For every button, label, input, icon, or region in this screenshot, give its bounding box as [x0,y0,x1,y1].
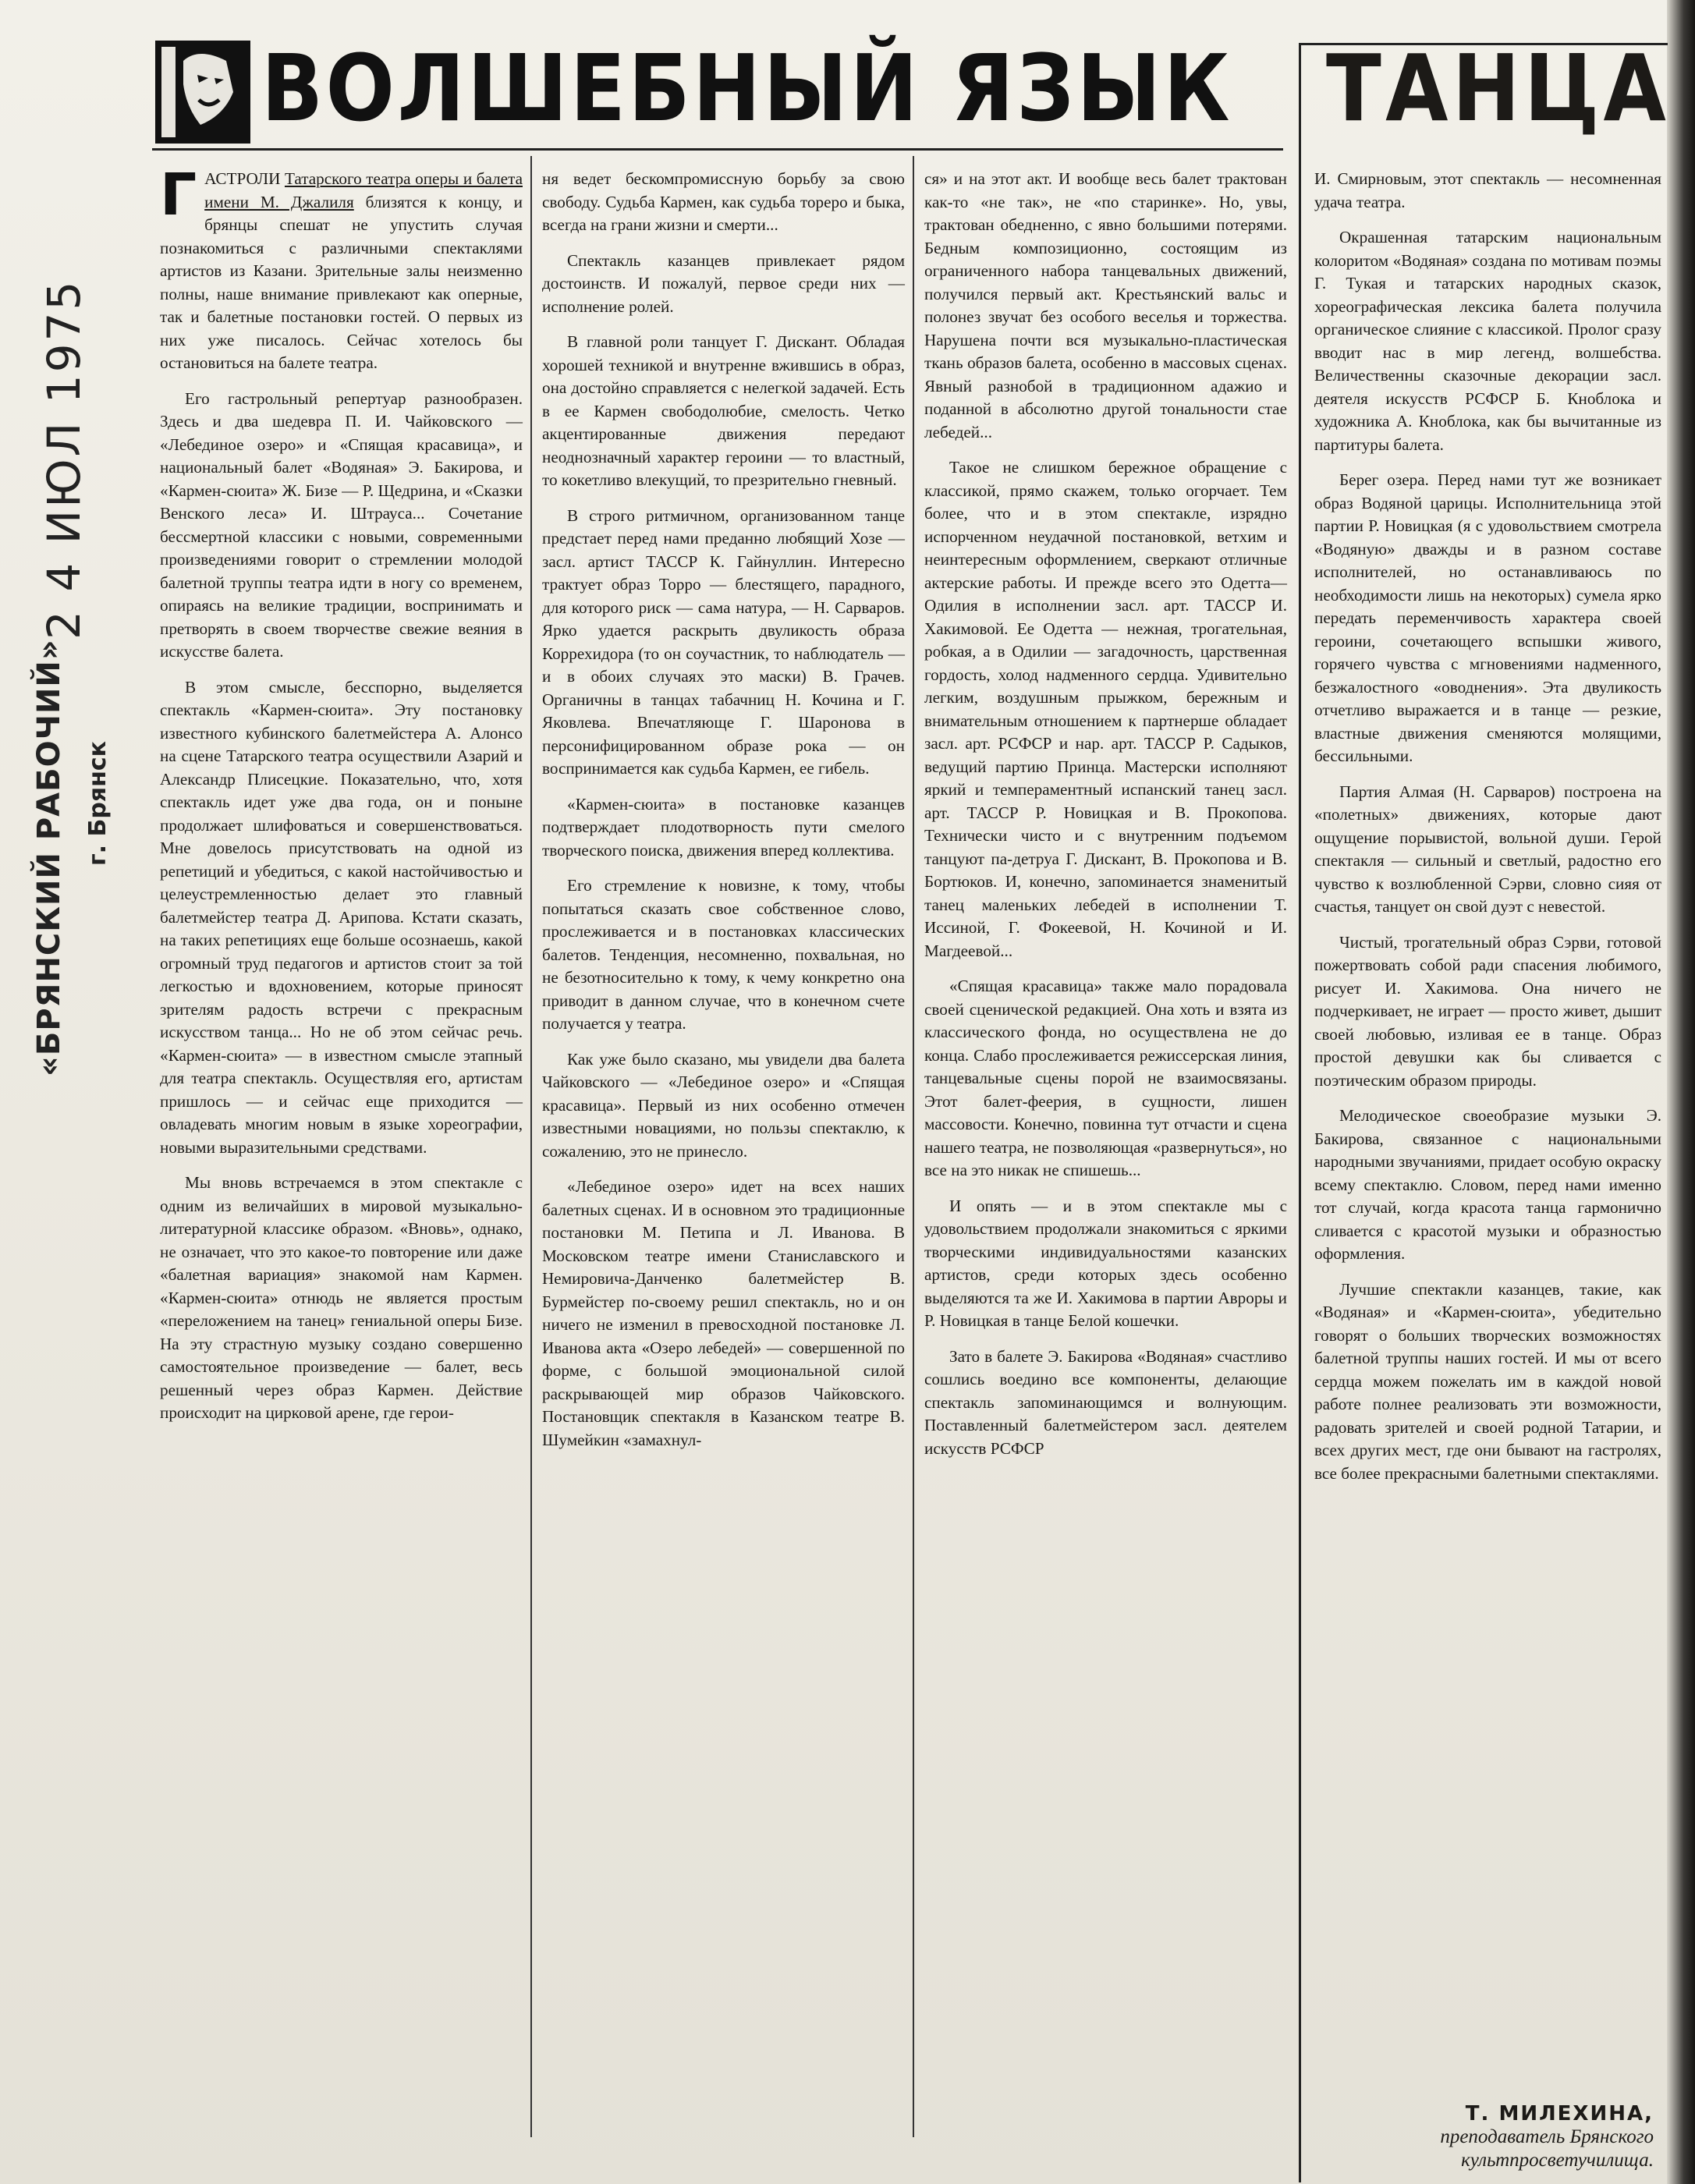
paragraph: «Спящая красавица» также мало порадовала своей сценической редакцией. Она хоть и взята из классического фонда, но осуществлена не до конца. Слабо прослеживается режиссерская линия, танцевальные сцены порой не взаимосвязаны. Этот балет-феерия, в сущности, лишен массовости. Конечно, повинна тут отчасти и сцена нашего театра, не позволяющая «развернуться», но все на это никак не спишешь... [924,977,1287,1179]
author-signature [1326,2102,1654,2172]
paragraph: Такое не слишком бережное обращение с классикой, прямо скажем, только огорчает. Тем более, что и в этом спектакле, изрядно испорченном неудачной постановкой, ветхим и неинтересным оформлением, сверкают отличные актерские работы. И прежде всего это Одетта—Одилия в исполнении засл. арт. ТАССР И. Хакимовой. Ее Одетта — нежная, трогательная, робкая, а в Одилии — загадочность, царственная гордость, холод надменного сердца. Удивительно легким, воздушным прыжком, бережным и внимательным отношением к партнерше обладает засл. арт. РСФСР и нар. арт. ТАССР Р. Садыков, ведущий партию Принца. Мастерски исполняют яркий и темпераментный испанский танец засл. арт. ТАССР Р. Новицкая и В. Прокопова. Технически чисто и с внутренним подъемом танцуют па-детруа Г. Дискант, В. Прокопова и В. Бортюков. И, конечно, запоминается знаменитый танец маленьких лебедей в исполнении Т. Иссиной, Г. Фокеевой, Н. Кочиной и И. Магдеевой... [924,458,1287,960]
paragraph: Партия Алмая (Н. Сарваров) построена на «полетных» движениях, которые дают ощущение порывистой, вольной души. Герой спектакля — сильный и светлый, радостно его чувство к возлюбленной Сэрви, словно сияя от счастья, танцует он свой дуэт с невестой. [1314,782,1661,916]
author-name: Т. МИЛЕХИНА, [1465,2102,1654,2126]
paragraph: Лучшие спектакли казанцев, такие, как «Водяная» и «Кармен-сюита», убедительно говорят о больших творческих возможностях балетной труппы наших гостей. И мы от всего сердца можем пожелать им в каждой новой работе полнее реализовать эти возможности, радовать зрителей и своей родной Татарии, и всех других мест, где они бывают на гастролях, все более прекрасными балетными спектаклями. [1314,1279,1661,1483]
author-role: преподаватель Брянского [1440,2126,1654,2147]
paragraph: Спектакль казанцев привлекает рядом достоинств. И пожалуй, первое среди них — исполнение ролей. [542,250,905,316]
paragraph: «Кармен-сюита» в постановке казанцев подтверждает плодотворность пути смелого творческого поиска, движения вперед коллектива. [542,794,905,860]
paragraph: ГАСТРОЛИ Татарского театра оперы и балета имени М. Джалиля близятся к концу, и брянцы спешат не упустить случая познакомиться с различными спектаклями артистов из Казани. Зрительные залы неизменно полны, наше внимание привлекают как оперные, так и балетные постановки гостей. О первых из них уже писалось. Сейчас хотелось бы остановиться на балете театра. [160,161,523,372]
paragraph: В главной роли танцует Г. Дискант. Обладая хорошей техникой и внутренне вжившись в образ, она достойно справляется с нелегкой задачей. Есть в ее Кармен свободолюбие, смелость. Четко акцентированные движения передают неоднозначный характер героини — то властный, то кокетливо влекущий, то презрительно гневный. [542,332,905,489]
drop-cap: Г [160,161,197,229]
paragraph: Его стремление к новизне, к тому, чтобы попытаться сказать свое собственное слово, прослеживается и в постановках классических балетов. Тенденция, несомненно, похвальная, но не безотносительно к тому, к чему конкретно она приводит в данном случае, что в конечном счете получается у театра. [542,876,905,1033]
paragraph: Окрашенная татарским национальным колоритом «Водяная» создана по мотивам поэмы Г. Тукая и татарских народных сказок, хореографическая лексика балета получила органическое слияние с классикой. Пролог сразу вводит нас в мир легенд, волшебства. Величественны сказочные декорации засл. деятеля искусств РСФСР Б. Кноблока и художника А. Кноблока, как бы вычитанные из партитуры балета. [1314,228,1661,454]
headline-rule [152,148,1283,151]
paragraph: ня ведет бескомпромиссную борьбу за свою свободу. Судьба Кармен, как судьба тореро и быка, всегда на грани жизни и смерти... [542,169,905,234]
article-column-3 [924,168,1287,1473]
paragraph: Чистый, трогательный образ Сэрви, готовой пожертвовать собой ради спасения любимого, рисует И. Хакимова. Она ничего не подчеркивает, не играет — просто живет, дышит своей любовью, изливая ее в танце. Образ простой девушки как бы сливается с поэтическим образом природы. [1314,932,1661,1090]
article-column-2 [542,168,905,1464]
headline-title: ВОЛШЕБНЫЙ ЯЗЫК [261,34,1233,142]
paragraph: Его гастрольный репертуар разнообразен. Здесь и два шедевра П. И. Чайковского — «Лебединое озеро» и «Спящая красавица», и национальный балет «Водяная» Э. Бакирова, и «Кармен-сюита» Ж. Бизе — Р. Щедрина, и «Сказки Венского леса» И. Штрауса... Сочетание бессмертной классики с новыми, современными произведениями говорит о стремлении молодой балетной труппы театра идти в ногу со временем, опираясь на великие традиции, воспринимать и претворять в своем творчестве свежие веяния в искусстве балета. [160,388,523,661]
scan-edge-shadow [1667,0,1695,2184]
article-column-1 [160,161,523,1438]
paragraph: В этом смысле, бесспорно, выделяется спектакль «Кармен-сюита». Эту постановку известного кубинского балетмейстера А. Алонсо на сцене Татарского театра осуществили Азарий и Александр Плисецкие. Показательно, что, хотя спектакль идет уже два года, он и поныне продолжает шлифоваться и совершенствоваться. Мне довелось присутствовать на одной из репетиций и убедиться, с какой настойчивостью и целеустремленностью делает это главный балетмейстер театра Д. Арипова. Кстати сказать, на таких репетициях еще больше осознаешь, какой огромный труд педагогов и артистов стоит за той легкостью и вдохновением, которые приносят зрителям радость встречи с прекрасным искусством танца... Но не об этом сейчас речь. «Кармен-сюита» — в известном смысле этапный для театра спектакль. Осуществляя его, артистам пришлось — и сейчас еще приходится — овладевать многим новым в языке хореографии, новыми выразительными средствами. [160,677,523,1157]
paragraph: Берег озера. Перед нами тут же возникает образ Водяной царицы. Исполнительница этой партии Р. Новицкая (я с удовольствием смотрела «Водяную» дважды и в разном составе исполнителей, но останавливаюсь по необходимости лишь на некоторых) сумела ярко передать переменчивость характера своей героини, сочетающего вспышки живого, горячего чувства с мгновениями надменного, безжалостного «оводнения». Эта двуликость отчетливо выражается и в танце — резкие, властные движения сменяются молящими, бессильными. [1314,470,1661,765]
headline-title-tail: ТАНЦА [1326,34,1671,142]
column-divider [913,156,914,2137]
paragraph: И. Смирновым, этот спектакль — несомненная удача театра. [1314,169,1661,211]
paragraph: Как уже было сказано, мы увидели два балета Чайковского — «Лебединое озеро» и «Спящая красавица». Первый из них особенно отмечен известными новациями, но пользы спектаклю, к сожалению, это не принесло. [542,1049,905,1161]
newspaper-city: г. Брянск [84,741,112,866]
newspaper-name: «БРЯНСКИЙ РАБОЧИЙ» [31,639,67,1076]
date-stamp: 2 4 ИЮЛ 1975 [37,278,90,640]
paragraph: ся» и на этот акт. И вообще весь балет трактован как-то «не так», не «по старинке». Но, увы, трактован обедненно, с явно большими потерями. Бедным композиционно, состоящим из ограниченного набора танцевальных движений, получился первый акт. Крестьянский вальс и полонез звучат без особого веселья и торжества. Нарушена почти вся музыкально-пластическая ткань образов балета, особенно в массовых сценах. Явный разнобой в традиционном адажио и поданной в абсолютно другой тональности стае лебедей... [924,169,1287,441]
paragraph: Мелодическое своеобразие музыки Э. Бакирова, связанное с национальными народными звучаниями, придает особую окраску всему спектаклю. Словом, перед нами именно тот случай, когда красота танца гармонично сливается с красотой музыки и образностью оформления. [1314,1106,1661,1263]
underlined-theatre-name: Татарского театра оперы и балета имени М. Джалиля [204,169,523,211]
author-role: культпросветучилища. [1461,2150,1654,2171]
paragraph: «Лебединое озеро» идет на всех наших балетных сценах. И в основном это традиционные постановки М. Петипа и Л. Иванова. В Московском театре имени Станиславского и Немировича-Данченко балетмейстер В. Бурмейстер по-своему решил спектакль, но и он ничего не изменил в превосходной постановке Л. Иванова акта «Озеро лебедей» — совершенной по форме, с большой эмоциональной силой раскрывающей мир образов Чайковского. Постановщик спектакля в Казанском театре В. Шумейкин «замахнул- [542,1177,905,1449]
paragraph: Зато в балете Э. Бакирова «Водяная» счастливо сошлись воедино все компоненты, делающие спектакль запоминающимся и волнующим. Поставленный балетмейстером засл. деятелем искусств РСФСР [924,1346,1287,1458]
paragraph: И опять — и в этом спектакле мы с удовольствием продолжали знакомиться с яркими творческими индивидуальностями казанских артистов, среди которых здесь особенно выделяются та же И. Хакимова в партии Авроры и Р. Новицкая в танце Белой кошечки. [924,1196,1287,1330]
article-column-4 [1314,168,1661,1498]
paragraph: Мы вновь встречаемся в этом спектакле с одним из величайших в мировой музыкально-литературной классике образом. «Вновь», однако, не означает, что это какое-то повторение или даже «балетная вариация» знакомой нам Кармен. «Кармен-сюита» отнюдь не является простым «переложением на танец» гениальной оперы Бизе. На эту страстную музыку создано совершенно самостоятельное произведение — балет, весь решенный через образ Кармен. Действие происходит на цирковой арене, где герои- [160,1173,523,1422]
column-divider [530,156,532,2137]
paragraph: В строго ритмичном, организованном танце предстает перед нами преданно любящий Хозе — засл. артист ТАССР К. Гайнуллин. Интересно трактует образ Торро — блестящего, парадного, для которого риск — сама натура, — Н. Сарваров. Ярко удается раскрыть двуликость образа Коррехидора (то он соучастник, то наблюдатель — и в обоих случаях это маски) В. Грачев. Органичны в танцах табачниц Н. Кочина и Г. Яковлева. Впечатляюще Г. Шаронова в персонифицированном образе рока — он воспринимается как судьба Кармен, ее гибель. [542,505,905,778]
theatre-mask-emblem-icon [152,37,254,147]
